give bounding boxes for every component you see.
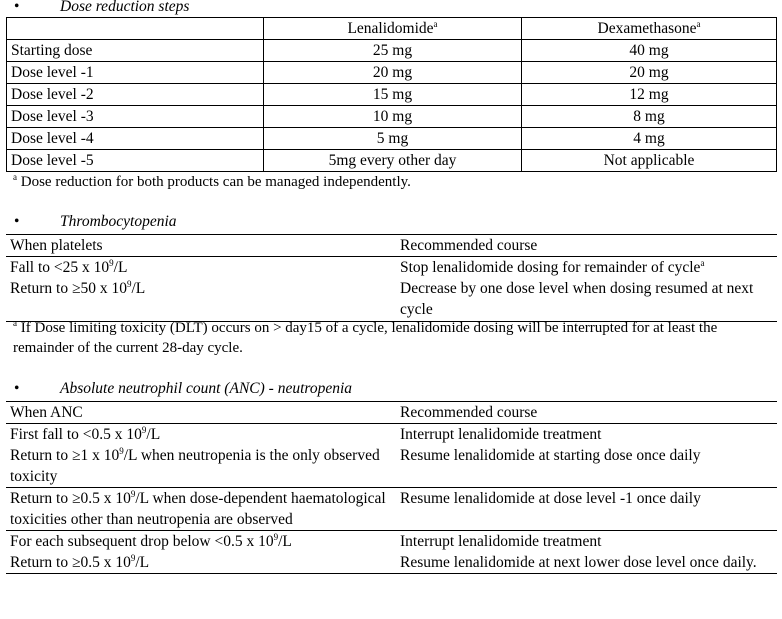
dose-section-title: Dose reduction steps [60,0,190,15]
dose-label: Dose level -5 [7,150,264,172]
table-row [7,128,777,150]
table-row [6,424,777,446]
recommended-course-header: Recommended course [394,235,777,257]
dexamethasone-dose: 4 mg [522,128,777,150]
platelet-condition: Return to ≥50 x $10^9/L$ [6,278,394,322]
thrombo-section-title: Thrombocytopenia [60,213,177,230]
recommended-course-header: Recommended course [394,402,777,424]
dose-label: Starting dose [7,40,264,62]
thrombo-section-heading [14,213,177,233]
anc-condition: Return to ≥1 x $10^9/L$ when neutropenia is the only observed toxicity [6,445,394,488]
anc-section-title: Absolute neutrophil count (ANC) - neutropenia [60,380,353,397]
recommended-action: Resume lenalidomide at next lower dose level once daily. [394,552,777,574]
table-row [7,84,777,106]
dose-footnote: $^a$ Dose reduction for both products can be managed independently. [13,172,411,190]
table-row [7,106,777,128]
table-row [6,257,777,279]
table-header-row [7,18,777,40]
table-row [6,488,777,531]
thrombo-footnote: $^a$ If Dose limiting toxicity (DLT) occurs on > day15 of a cycle, lenalidomide dosing will be interrupted for at least the remainder of the current 28-day cycle. [13,318,718,356]
table-row [7,150,777,172]
platelet-condition: Fall to <25 x $10^9/L$ [10,257,128,276]
table-header-cell [7,18,264,40]
bullet-icon: • [14,380,20,397]
dose-section-heading [14,0,189,18]
when-anc-header: When ANC [6,402,394,424]
dexamethasone-dose: Not applicable [522,150,777,172]
dose-label: Dose level -4 [7,128,264,150]
table-header-row [6,402,777,424]
lenalidomide-dose: 5 mg [264,128,522,150]
anc-condition: First fall to <0.5 x $10^9/L$ [10,424,161,443]
anc-section-heading [14,380,352,400]
table-row [7,40,777,62]
anc-condition: Return to ≥0.5 x $10^9/L$ when dose-dependent haematological toxicities other than neutropenia are observed [6,488,394,531]
anc-table [6,401,777,574]
dexamethasone-dose: 12 mg [522,84,777,106]
recommended-action: Interrupt lenalidomide treatment [400,533,602,550]
dose-label: Dose level -3 [7,106,264,128]
recommended-action: Decrease by one dose level when dosing resumed at next cycle [394,278,777,322]
dexamethasone-dose: 20 mg [522,62,777,84]
dose-reduction-table [6,17,777,172]
lenalidomide-dose: 5mg every other day [264,150,522,172]
dose-label: Dose level -2 [7,84,264,106]
recommended-action: Resume lenalidomide at dose level -1 once daily [394,488,777,531]
bullet-icon: • [14,0,20,15]
lenalidomide-dose: 10 mg [264,106,522,128]
bullet-icon: • [14,213,20,230]
table-row [7,62,777,84]
table-row [6,445,777,488]
dexamethasone-dose: 40 mg [522,40,777,62]
recommended-action: Interrupt lenalidomide treatment [400,426,602,443]
table-row [6,278,777,322]
table-header-lenalidomide: Lenalidomide$^a$ [264,18,522,40]
dose-label: Dose level -1 [7,62,264,84]
table-header-row [6,235,777,257]
anc-condition: For each subsequent drop below <0.5 x $10^9/L$ [10,531,292,550]
lenalidomide-dose: 25 mg [264,40,522,62]
lenalidomide-dose: 15 mg [264,84,522,106]
lenalidomide-dose: 20 mg [264,62,522,84]
table-header-dexamethasone: Dexamethasone$^a$ [522,18,777,40]
when-platelets-header: When platelets [6,235,394,257]
table-row [6,531,777,553]
recommended-action: Resume lenalidomide at starting dose once daily [394,445,777,488]
dexamethasone-dose: 8 mg [522,106,777,128]
recommended-action: Stop lenalidomide dosing for remainder of cycle$^a$ [400,257,705,276]
thrombocytopenia-table [6,234,777,322]
table-row [6,552,777,574]
anc-condition: Return to ≥0.5 x $10^9/L$ [6,552,394,574]
